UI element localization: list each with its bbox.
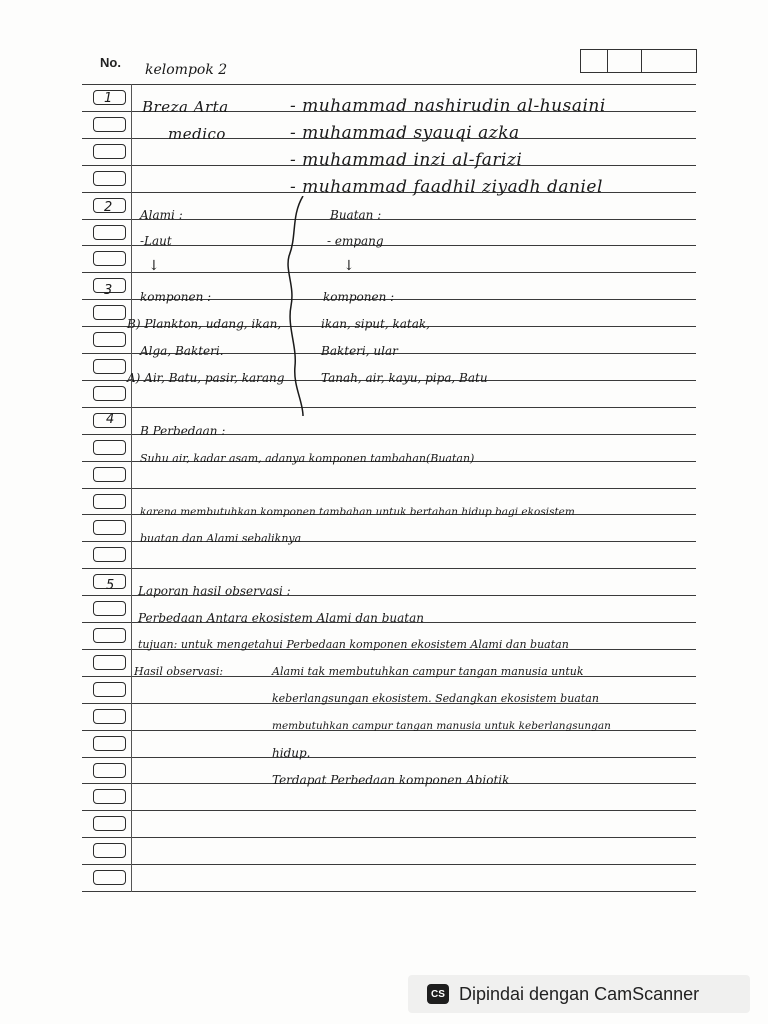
binder-hole [93,144,126,159]
differences-line3: buatan dan Alami sebaliknya [140,532,302,545]
artificial-example: - empang [327,234,384,248]
ruled-line [82,84,696,85]
ruled-line [82,837,696,838]
report-results-line5: Terdapat Perbedaan komponen Abiotik [272,773,510,787]
ruled-line [82,891,696,892]
binder-hole [93,494,126,509]
binder-hole [93,117,126,132]
member-name: - muhammad inzi al-farizi [290,150,523,170]
section-number-4: 4 [106,412,115,427]
camscanner-icon: CS [427,984,449,1004]
artificial-abiotic: Tanah, air, kayu, pipa, Batu [321,371,488,385]
section-number-3: 3 [104,283,113,298]
binder-hole [93,332,126,347]
section-number-1: 1 [104,91,113,106]
section-number-5: 5 [106,578,115,593]
differences-line1: Suhu air, kadar asam, adanya komponen tambahan(Buatan) [140,452,475,465]
report-results-label: Hasil observasi: [134,665,224,678]
date-boxes [580,49,697,73]
column-divider [283,196,307,416]
report-results-line1: Alami tak membutuhkan campur tangan manusia untuk [272,665,584,678]
member-name: - muhammad syauqi azka [290,123,520,143]
differences-heading: B Perbedaan : [140,424,226,438]
ruled-line [82,245,696,246]
camscanner-text: Dipindai dengan CamScanner [459,983,700,1004]
binder-hole [93,547,126,562]
section-number-2: 2 [104,200,113,215]
report-title: Perbedaan Antara ekosistem Alami dan buatan [138,611,424,625]
camscanner-badge [408,975,750,1013]
ruled-line [82,272,696,273]
leader-name-line2: medico [168,125,226,143]
binder-hole [93,870,126,885]
report-heading: Laporan hasil observasi : [138,584,291,598]
report-results-line2: keberlangsungan ekosistem. Sedangkan ekosistem buatan [272,692,599,705]
artificial-biotic-line1: ikan, siput, katak, [321,317,430,331]
arrow-down-icon: ↓ [343,258,355,274]
binder-hole [93,251,126,266]
report-results-line4: hidup. [272,746,311,760]
binder-hole [93,655,126,670]
leader-name-line1: Breza Arta [142,98,229,116]
ruled-line [82,864,696,865]
binder-hole [93,843,126,858]
binder-hole [93,789,126,804]
binder-hole [93,520,126,535]
member-name: - muhammad faadhil ziyadh daniel [290,177,603,197]
member-name: - muhammad nashirudin al-husaini [290,96,606,116]
ruled-line [82,407,696,408]
artificial-heading: Buatan : [330,208,382,222]
arrow-down-icon: ↓ [148,258,160,274]
natural-example: -Laut [140,234,172,248]
page-number-label: No. [100,55,121,70]
binder-hole [93,171,126,186]
binder-hole [93,682,126,697]
differences-line2: karena membutuhkan komponen tambahan untuk bertahan hidup bagi ekosistem [140,506,575,518]
ruled-line [82,568,696,569]
natural-heading: Alami : [140,208,183,222]
binder-hole [93,709,126,724]
natural-abiotic: A) Air, Batu, pasir, karang [127,371,285,385]
artificial-biotic-line2: Bakteri, ular [321,344,398,358]
artificial-components-heading: komponen : [323,290,395,304]
report-results-line3: membutuhkan campur tangan manusia untuk keberlangsungan [272,720,611,732]
group-title: kelompok 2 [145,62,228,78]
ruled-line [82,757,696,758]
binder-hole [93,386,126,401]
binder-hole [93,763,126,778]
report-objective: tujuan: untuk mengetahui Perbedaan komponen ekosistem Alami dan buatan [138,638,569,651]
binder-hole [93,601,126,616]
binder-hole [93,225,126,240]
binder-hole [93,628,126,643]
binder-hole [93,736,126,751]
ruled-line [82,488,696,489]
binder-hole [93,816,126,831]
binder-hole [93,467,126,482]
binder-hole [93,359,126,374]
natural-components-heading: komponen : [140,290,212,304]
natural-biotic-line1: B) Plankton, udang, ikan, [127,317,282,331]
natural-biotic-line2: Alga, Bakteri. [140,344,224,358]
ruled-line [82,810,696,811]
binder-hole [93,305,126,320]
binder-hole [93,440,126,455]
margin-line [131,84,132,892]
